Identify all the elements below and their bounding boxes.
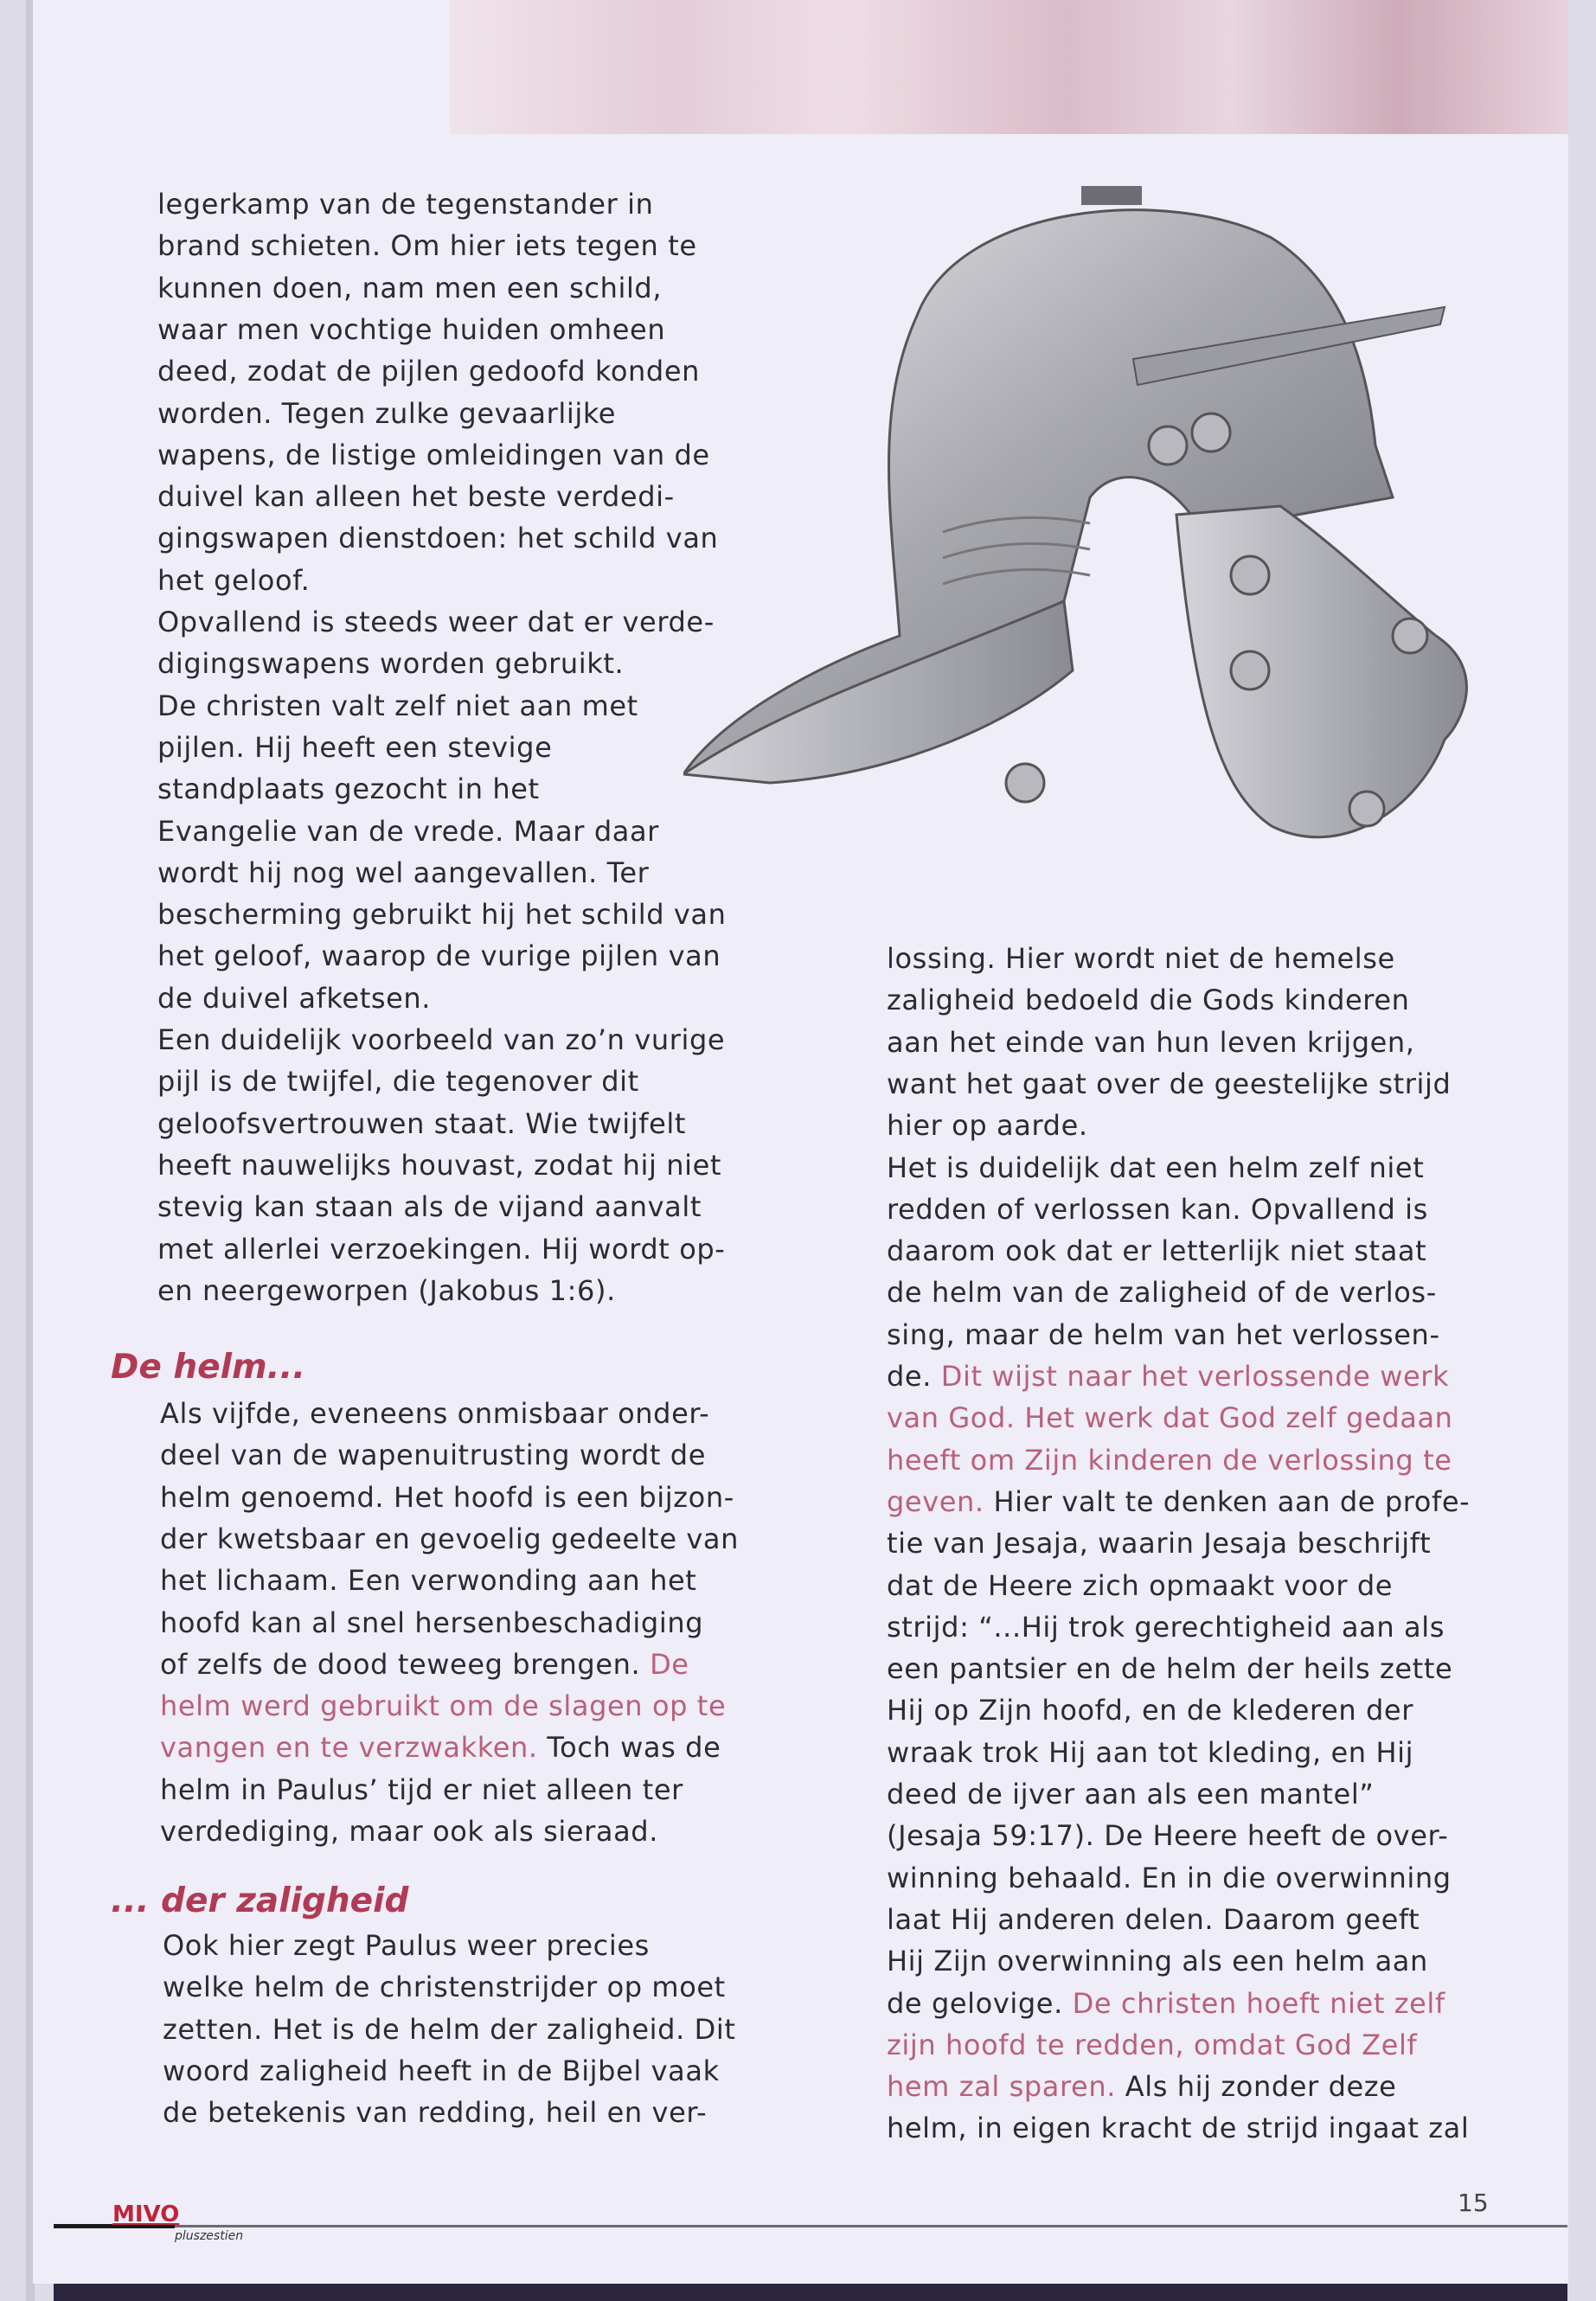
- text-line: [887, 1481, 1470, 1522]
- text-line: [163, 2092, 707, 2133]
- body-text: pijlen. Hij heeft een stevige: [157, 730, 553, 764]
- header-photo-banner: [450, 0, 1568, 134]
- text-line: [157, 267, 662, 309]
- body-text: der kwetsbaar en gevoelig gedeelte van: [160, 1522, 740, 1555]
- text-line: [887, 1314, 1440, 1356]
- highlighted-text: Dit wijst naar het verlossende werk: [940, 1360, 1450, 1393]
- highlighted-text: geven.: [887, 1484, 984, 1518]
- body-text: hier op aarde.: [887, 1109, 1088, 1143]
- body-text: want het gaat over de geestelijke strijd: [887, 1067, 1452, 1100]
- body-text: zetten. Het is de helm der zaligheid. Dit: [163, 2012, 736, 2046]
- text-line: [157, 1228, 725, 1270]
- body-text: brand schieten. Om hier iets tegen te: [157, 229, 697, 263]
- text-line: [157, 894, 727, 935]
- text-line: [887, 1565, 1393, 1606]
- text-line: [887, 1689, 1413, 1731]
- body-text: Het is duidelijk dat een helm zelf niet: [887, 1150, 1425, 1184]
- text-line: [157, 350, 700, 392]
- text-line: [157, 434, 710, 476]
- text-line: [157, 183, 653, 225]
- body-text: deed, zodat de pijlen gedoofd konden: [157, 355, 701, 388]
- text-line: [887, 1272, 1437, 1313]
- text-line: [887, 938, 1395, 979]
- body-text: bescherming gebruikt hij het schild van: [157, 898, 727, 932]
- body-text: hoofd kan al snel hersenbeschadiging: [160, 1606, 704, 1639]
- body-text: een pantsier en de helm der heils zette: [887, 1652, 1453, 1686]
- body-text: Als vijfde, eveneens onmisbaar onder-: [160, 1397, 710, 1430]
- text-line: [163, 2050, 720, 2092]
- text-line: [160, 1685, 726, 1727]
- body-text: tie van Jesaja, waarin Jesaja beschrijft: [887, 1527, 1432, 1561]
- text-line: [157, 768, 540, 810]
- body-text: stevig kan staan als de vijand aanvalt: [157, 1190, 702, 1224]
- highlighted-text: zijn hoofd te redden, omdat God Zelf: [887, 2028, 1418, 2061]
- text-line: [887, 979, 1410, 1021]
- highlighted-text: helm werd gebruikt om de slagen op te: [160, 1689, 727, 1723]
- body-text: de betekenis van redding, heil en ver-: [163, 2096, 708, 2130]
- text-line: [160, 1644, 689, 1685]
- text-line: [157, 1103, 686, 1144]
- body-text: Hier valt te denken aan de profe-: [984, 1484, 1471, 1518]
- body-text: wordt hij nog wel aangevallen. Ter: [157, 856, 650, 889]
- text-line: [887, 1606, 1445, 1648]
- text-line: [157, 476, 675, 517]
- body-text: worden. Tegen zulke gevaarlijke: [157, 396, 617, 430]
- highlighted-text: De: [650, 1647, 689, 1681]
- text-line: [157, 643, 624, 684]
- text-line: [887, 1815, 1448, 1856]
- text-line: [887, 1899, 1420, 1940]
- body-text: heeft nauwelijks houvast, zodat hij niet: [157, 1148, 722, 1182]
- body-text: Een duidelijk voorbeeld van zo’n vurige: [157, 1023, 726, 1056]
- body-text: verdediging, maar ook als sieraad.: [160, 1815, 658, 1848]
- body-text: De christen valt zelf niet aan met: [157, 689, 638, 722]
- body-text: duivel kan alleen het beste verdedi-: [157, 480, 675, 514]
- body-text: wraak trok Hij aan tot kleding, en Hij: [887, 1735, 1414, 1769]
- text-line: [157, 309, 665, 350]
- body-text: aan het einde van hun leven krijgen,: [887, 1025, 1415, 1059]
- text-line: [157, 1270, 616, 1311]
- body-text: strijd: “...Hij trok gerechtigheid aan als: [887, 1610, 1445, 1644]
- body-text: laat Hij anderen delen. Daarom geeft: [887, 1902, 1420, 1936]
- body-text: digingswapens worden gebruikt.: [157, 647, 625, 681]
- text-line: [160, 1393, 709, 1434]
- body-text: het geloof.: [157, 563, 311, 597]
- text-line: [157, 727, 552, 768]
- body-text: Evangelie van de vrede. Maar daar: [157, 814, 659, 848]
- roman-helmet-image: [683, 186, 1514, 878]
- page-number: 15: [1458, 2189, 1489, 2217]
- body-text: standplaats gezocht in het: [157, 772, 540, 806]
- body-text: zaligheid bedoeld die Gods kinderen: [887, 984, 1410, 1017]
- body-text: kunnen doen, nam men een schild,: [157, 271, 663, 304]
- text-line: [887, 1230, 1426, 1272]
- body-text: Als hij zonder deze: [1115, 2070, 1397, 2104]
- body-text: het geloof, waarop de vurige pijlen van: [157, 939, 721, 973]
- text-line: [887, 1773, 1375, 1815]
- body-text: redden of verlossen kan. Opvallend is: [887, 1192, 1428, 1226]
- text-line: [160, 1769, 683, 1811]
- text-line: [157, 935, 721, 977]
- body-text: geloofsvertrouwen staat. Wie twijfelt: [157, 1106, 687, 1140]
- body-text: daarom ook dat er letterlijk niet staat: [887, 1234, 1427, 1268]
- text-line: [157, 517, 718, 559]
- text-line: [887, 1857, 1452, 1899]
- text-line: [157, 1144, 721, 1186]
- body-text: of zelfs de dood teweeg brengen.: [160, 1647, 651, 1681]
- section-heading-zaligheid: ... der zaligheid: [111, 1881, 409, 1920]
- highlighted-text: hem zal sparen.: [887, 2070, 1116, 2104]
- section-heading-helm: De helm...: [111, 1348, 306, 1387]
- body-text: Ook hier zegt Paulus weer precies: [163, 1929, 650, 1962]
- text-line: [157, 811, 659, 852]
- text-line: [157, 560, 310, 601]
- body-text: met allerlei verzoekingen. Hij wordt op-: [157, 1232, 726, 1266]
- magazine-logo: MIVO: [112, 2202, 180, 2227]
- body-text: en neergeworpen (Jakobus 1:6).: [157, 1273, 616, 1307]
- text-line: [157, 225, 697, 266]
- body-text: (Jesaja 59:17). De Heere heeft de over-: [887, 1819, 1449, 1853]
- body-text: de gelovige.: [887, 1986, 1073, 2020]
- text-line: [157, 1019, 725, 1061]
- body-text: waar men vochtige huiden omheen: [157, 312, 666, 346]
- footer-rule: [54, 2225, 1567, 2227]
- text-line: [163, 2009, 736, 2050]
- body-text: gingswapen dienstdoen: het schild van: [157, 522, 719, 555]
- text-line: [160, 1602, 703, 1644]
- text-line: [163, 1925, 650, 1966]
- magazine-logo-subtitle: pluszestien: [175, 2229, 244, 2243]
- text-line: [160, 1518, 739, 1560]
- text-line: [157, 601, 715, 643]
- body-text: de helm van de zaligheid of de verlos-: [887, 1276, 1437, 1310]
- text-line: [887, 2107, 1469, 2149]
- text-line: [887, 1189, 1428, 1230]
- body-text: sing, maar de helm van het verlossen-: [887, 1317, 1440, 1351]
- body-text: de.: [887, 1360, 941, 1393]
- body-text: lossing. Hier wordt niet de hemelse: [887, 942, 1395, 975]
- body-text: pijl is de twijfel, die tegenover dit: [157, 1065, 639, 1099]
- text-line: [160, 1811, 658, 1852]
- text-line: [887, 2066, 1396, 2107]
- body-text: Hij op Zijn hoofd, en de klederen der: [887, 1694, 1413, 1727]
- body-text: helm genoemd. Het hoofd is een bijzon-: [160, 1480, 734, 1514]
- scan-bottom-band: [54, 2284, 1567, 2301]
- text-line: [887, 1940, 1428, 1982]
- body-text: welke helm de christenstrijder op moet: [163, 1971, 726, 2004]
- body-text: woord zaligheid heeft in de Bijbel vaak: [163, 2054, 720, 2087]
- body-text: het lichaam. Een verwonding aan het: [160, 1564, 697, 1598]
- body-text: legerkamp van de tegenstander in: [157, 188, 654, 221]
- body-text: helm, in eigen kracht de strijd ingaat zal: [887, 2112, 1470, 2145]
- text-line: [887, 1648, 1452, 1689]
- body-text: helm in Paulus’ tijd er niet alleen ter: [160, 1772, 683, 1806]
- text-line: [157, 685, 638, 727]
- highlighted-text: De christen hoeft niet zelf: [1072, 1986, 1445, 2020]
- text-line: [887, 1063, 1451, 1105]
- text-line: [887, 1522, 1431, 1564]
- body-text: dat de Heere zich opmaakt voor de: [887, 1568, 1394, 1602]
- body-text: deed de ijver aan als een mantel”: [887, 1778, 1375, 1811]
- body-text: Opvallend is steeds weer dat er verde-: [157, 606, 715, 638]
- text-line: [163, 1966, 726, 2008]
- text-line: [157, 1061, 639, 1102]
- text-line: [157, 393, 616, 434]
- text-line: [887, 1983, 1445, 2024]
- text-line: [887, 1439, 1452, 1481]
- text-line: [157, 852, 649, 894]
- highlighted-text: vangen en te verzwakken.: [160, 1731, 538, 1765]
- text-line: [887, 2024, 1417, 2066]
- body-text: deel van de wapenuitrusting wordt de: [160, 1439, 706, 1472]
- body-text: de duivel afketsen.: [157, 981, 432, 1015]
- body-text: Toch was de: [537, 1731, 721, 1765]
- text-line: [887, 1732, 1413, 1773]
- text-line: [160, 1560, 696, 1601]
- body-text: winning behaald. En in die overwinning: [887, 1861, 1452, 1894]
- text-line: [160, 1727, 721, 1768]
- text-line: [157, 1186, 702, 1227]
- text-line: [160, 1434, 706, 1476]
- text-line: [887, 1022, 1415, 1063]
- text-line: [887, 1397, 1453, 1439]
- highlighted-text: van God. Het werk dat God zelf gedaan: [887, 1401, 1453, 1435]
- text-line: [160, 1477, 734, 1518]
- body-text: wapens, de listige omleidingen van de: [157, 438, 710, 471]
- text-line: [887, 1356, 1449, 1397]
- text-line: [157, 977, 431, 1019]
- text-line: [887, 1147, 1424, 1189]
- text-line: [887, 1105, 1088, 1146]
- highlighted-text: heeft om Zijn kinderen de verlossing te: [887, 1443, 1452, 1477]
- body-text: Hij Zijn overwinning als een helm aan: [887, 1945, 1428, 1978]
